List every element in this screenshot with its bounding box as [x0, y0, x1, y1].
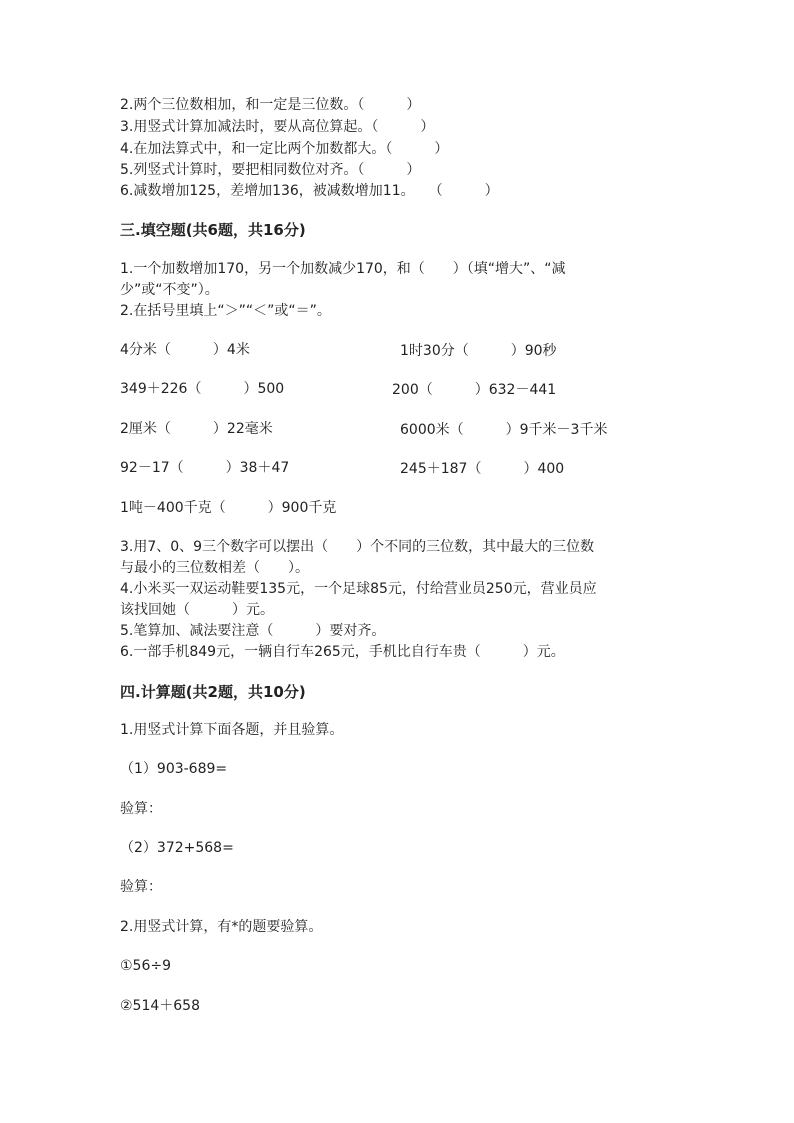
- compare-row-2-right: 200（ ）632－441: [392, 382, 557, 398]
- fill-q3-line2: 与最小的三位数相差（ ）。: [120, 560, 309, 576]
- tf-question-2: 2.两个三位数相加，和一定是三位数。（ ）: [120, 97, 421, 113]
- compare-row-5-left: 1吨－400千克（ ）900千克: [120, 500, 337, 516]
- compare-row-4-left: 92－17（ ）38＋47: [120, 460, 290, 476]
- compare-row-3-right: 6000米（ ）9千米－3千米: [400, 422, 608, 438]
- fill-q2: 2.在括号里填上“＞”“＜”或“＝”。: [120, 303, 331, 319]
- compare-row-4-right: 245＋187（ ）400: [400, 461, 565, 477]
- calc-q1-a: （1）903-689=: [120, 761, 228, 777]
- fill-q1-line1: 1.一个加数增加170，另一个加数减少170，和（ ）（填“增大”、“减: [120, 261, 566, 277]
- calc-check-1: 验算：: [120, 801, 162, 817]
- calc-q1-b: （2）372+568=: [120, 840, 234, 856]
- calc-q2-b: ②514＋658: [120, 998, 200, 1014]
- section4-title: 四.计算题(共2题，共10分): [120, 683, 306, 701]
- fill-q4-line2: 该找回她（ ）元。: [120, 602, 274, 618]
- section3-title: 三.填空题(共6题，共16分): [120, 221, 306, 239]
- calc-q2: 2.用竖式计算，有*的题要验算。: [120, 919, 323, 935]
- fill-q6: 6.一部手机849元，一辆自行车265元，手机比自行车贵（ ）元。: [120, 644, 565, 660]
- calc-q1: 1.用竖式计算下面各题，并且验算。: [120, 722, 344, 738]
- tf-question-6: 6.减数增加125，差增加136，被减数增加11。 （ ）: [120, 183, 499, 199]
- compare-row-1-right: 1时30分（ ）90秒: [400, 343, 557, 359]
- fill-q1-line2: 少”或“不变”）。: [120, 282, 219, 298]
- tf-question-5: 5.列竖式计算时，要把相同数位对齐。（ ）: [120, 162, 421, 178]
- compare-row-2-left: 349＋226（ ）500: [120, 381, 285, 397]
- fill-q4-line1: 4.小米买一双运动鞋要135元，一个足球85元，付给营业员250元，营业员应: [120, 581, 597, 597]
- compare-row-1-left: 4分米（ ）4米: [120, 342, 250, 358]
- fill-q3-line1: 3.用7、0、9三个数字可以摆出（ ）个不同的三位数，其中最大的三位数: [120, 539, 595, 555]
- compare-row-3-left: 2厘米（ ）22毫米: [120, 421, 273, 437]
- fill-q5: 5.笔算加、减法要注意（ ）要对齐。: [120, 623, 386, 639]
- calc-q2-a: ①56÷9: [120, 958, 172, 974]
- calc-check-2: 验算：: [120, 879, 162, 895]
- tf-question-4: 4.在加法算式中，和一定比两个加数都大。（ ）: [120, 141, 449, 157]
- tf-question-3: 3.用竖式计算加减法时，要从高位算起。（ ）: [120, 119, 435, 135]
